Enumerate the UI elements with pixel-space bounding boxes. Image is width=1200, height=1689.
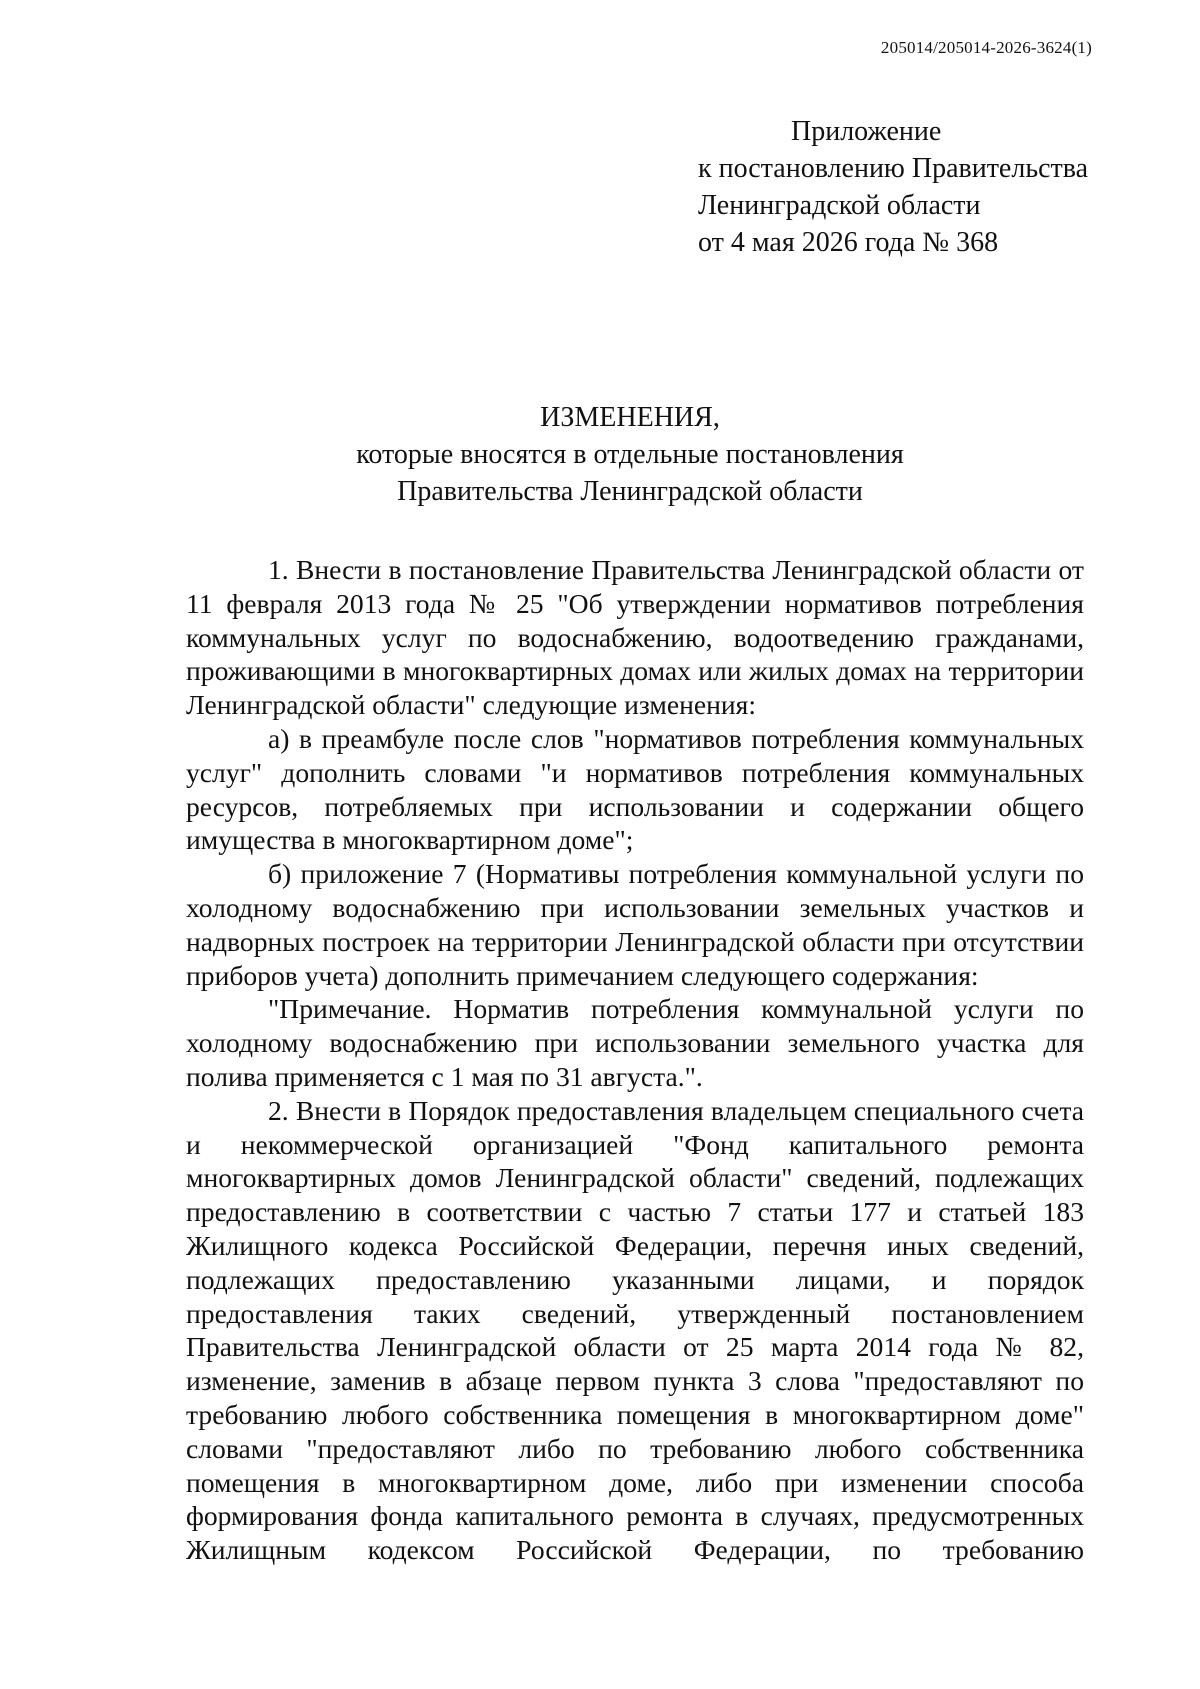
appendix-region-line: Ленинградской области xyxy=(698,190,981,221)
document-subtitle-line: которые вносятся в отдельные постановления xyxy=(356,439,904,470)
appendix-date-line: от 4 мая 2026 года № 368 xyxy=(698,227,999,258)
paragraph-subitem-b: б) приложение 7 (Нормативы потребления коммунальной услуги по холодному водоснабжению при использовании земельных участков и надворных построек на территории Ленинградской области при отсутствии приборов учета) дополнить примечанием следующего содержания: xyxy=(186,858,1084,991)
paragraph-subitem-a: а) в преамбуле после слов "нормативов потребления коммунальных услуг" дополнить словами "и нормативов потребления коммунальных ресурсов, потребляемых при использовании и содержании общего имущества в многоквартирном доме"; xyxy=(186,722,1084,856)
paragraph-item-2: 2. Внести в Порядок предоставления владельцем специального счета и некоммерческой организацией "Фонд капитального ремонта многоквартирных домов Ленинградской области" сведений, подлежащих предоставлению в соответствии с частью 7 статьи 177 и статьей 183 Жилищного кодекса Российской Федерации, перечня иных сведений, подлежащих предоставлению указанными лицами, и порядок предоставления таких сведений, утвержденный постановлением Правительства Ленинградской области от 25 марта 2014 года № 82, изменение, заменив в абзаце первом пункта 3 слова "предоставляют по требованию любого собственника помещения в многоквартирном доме" словами "предоставляют либо по требованию любого собственника помещения в многоквартирном доме, либо при изменении способа формирования фонда капитального ремонта в случаях, предусмотренных Жилищным кодексом Российской Федерации, по требованию xyxy=(186,1094,1084,1566)
document-id: 205014/205014-2026-3624(1) xyxy=(880,38,1092,57)
paragraph-item-1: 1. Внести в постановление Правительства Ленинградской области от 11 февраля 2013 года № 25 "Об утверждении нормативов потребления коммунальных услуг по водоснабжению, водоотведению гражданами, проживающими в многоквартирных домах или жилых домах на территории Ленинградской области" следующие изменения: xyxy=(186,554,1084,721)
paragraph-note: "Примечание. Норматив потребления коммунальной услуги по холодному водоснабжению при использовании земельного участка для полива применяется с 1 мая по 31 августа.". xyxy=(186,993,1084,1092)
title-block xyxy=(180,399,1080,510)
appendix-ref-line: к постановлению Правительства xyxy=(698,153,1089,184)
document-heading: ИЗМЕНЕНИЯ, xyxy=(540,402,720,433)
appendix-block xyxy=(698,113,1168,261)
document-subtitle-line: Правительства Ленинградской области xyxy=(397,476,863,507)
appendix-label: Приложение xyxy=(791,116,942,147)
document-body xyxy=(186,553,1084,1567)
